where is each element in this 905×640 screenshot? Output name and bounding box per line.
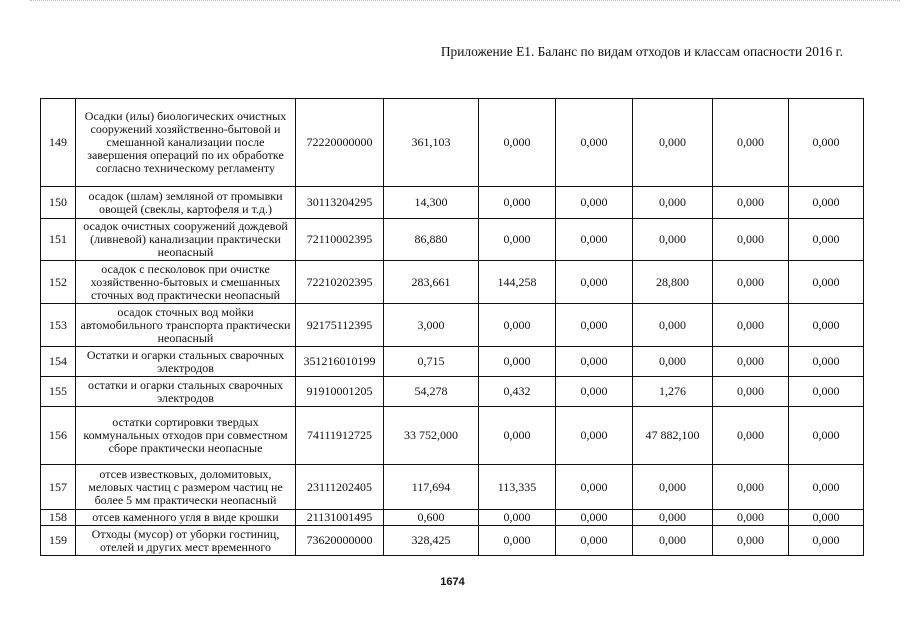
waste-name: осадок очистных сооружений дождевой (ливневой) канализации практически неопасный bbox=[76, 219, 296, 261]
table-row bbox=[41, 510, 864, 526]
document-caption: Приложение Е1. Баланс по видам отходов и классам опасности 2016 г. bbox=[440, 44, 843, 59]
value-cell: 0,000 bbox=[633, 187, 713, 219]
waste-name: отсев каменного угля в виде крошки bbox=[76, 510, 296, 526]
row-number: 156 bbox=[41, 407, 76, 465]
value-cell: 0,000 bbox=[713, 261, 789, 304]
fkko-code: 72220000000 bbox=[296, 99, 384, 187]
waste-name: Остатки и огарки стальных сварочных электродов bbox=[76, 347, 296, 377]
value-cell: 0,000 bbox=[713, 187, 789, 219]
value-cell: 54,278 bbox=[384, 377, 479, 407]
row-number: 153 bbox=[41, 304, 76, 347]
value-cell: 0,000 bbox=[556, 526, 633, 556]
fkko-code: 73620000000 bbox=[296, 526, 384, 556]
value-cell: 0,000 bbox=[479, 219, 556, 261]
value-cell: 3,000 bbox=[384, 304, 479, 347]
value-cell: 0,000 bbox=[789, 187, 864, 219]
fkko-code: 91910001205 bbox=[296, 377, 384, 407]
value-cell: 0,000 bbox=[556, 407, 633, 465]
value-cell: 144,258 bbox=[479, 261, 556, 304]
value-cell: 0,000 bbox=[556, 465, 633, 510]
value-cell: 328,425 bbox=[384, 526, 479, 556]
value-cell: 0,000 bbox=[556, 377, 633, 407]
waste-name: остатки сортировки твердых коммунальных отходов при совместном сборе практически неопасные bbox=[76, 407, 296, 465]
value-cell: 0,000 bbox=[713, 510, 789, 526]
value-cell: 0,000 bbox=[789, 347, 864, 377]
value-cell: 0,000 bbox=[713, 304, 789, 347]
row-number: 150 bbox=[41, 187, 76, 219]
value-cell: 0,000 bbox=[789, 526, 864, 556]
value-cell: 0,000 bbox=[479, 407, 556, 465]
table-row bbox=[41, 219, 864, 261]
waste-name: отсев известковых, доломитовых, меловых частиц с размером частиц не более 5 мм практически неопасный bbox=[76, 465, 296, 510]
value-cell: 0,600 bbox=[384, 510, 479, 526]
value-cell: 0,000 bbox=[789, 407, 864, 465]
scan-artifact-line bbox=[30, 0, 900, 7]
value-cell: 0,000 bbox=[713, 99, 789, 187]
value-cell: 0,000 bbox=[556, 261, 633, 304]
value-cell: 0,000 bbox=[789, 465, 864, 510]
value-cell: 0,000 bbox=[713, 347, 789, 377]
fkko-code: 72110002395 bbox=[296, 219, 384, 261]
value-cell: 0,000 bbox=[633, 304, 713, 347]
table-row bbox=[41, 261, 864, 304]
value-cell: 0,000 bbox=[479, 304, 556, 347]
value-cell: 0,000 bbox=[789, 377, 864, 407]
table-row bbox=[41, 377, 864, 407]
fkko-code: 74111912725 bbox=[296, 407, 384, 465]
row-number: 154 bbox=[41, 347, 76, 377]
row-number: 149 bbox=[41, 99, 76, 187]
value-cell: 0,000 bbox=[556, 219, 633, 261]
value-cell: 0,000 bbox=[713, 526, 789, 556]
value-cell: 0,000 bbox=[789, 304, 864, 347]
value-cell: 0,000 bbox=[479, 510, 556, 526]
row-number: 159 bbox=[41, 526, 76, 556]
row-number: 155 bbox=[41, 377, 76, 407]
waste-name: осадок сточных вод мойки автомобильного транспорта практически неопасный bbox=[76, 304, 296, 347]
value-cell: 283,661 bbox=[384, 261, 479, 304]
value-cell: 14,300 bbox=[384, 187, 479, 219]
table-row bbox=[41, 187, 864, 219]
value-cell: 33 752,000 bbox=[384, 407, 479, 465]
page-number: 1674 bbox=[440, 576, 465, 588]
value-cell: 1,276 bbox=[633, 377, 713, 407]
value-cell: 0,000 bbox=[479, 526, 556, 556]
value-cell: 0,000 bbox=[713, 377, 789, 407]
value-cell: 0,000 bbox=[633, 219, 713, 261]
value-cell: 0,000 bbox=[556, 187, 633, 219]
fkko-code: 72210202395 bbox=[296, 261, 384, 304]
value-cell: 0,715 bbox=[384, 347, 479, 377]
table-row bbox=[41, 304, 864, 347]
row-number: 151 bbox=[41, 219, 76, 261]
value-cell: 0,000 bbox=[789, 219, 864, 261]
fkko-code: 30113204295 bbox=[296, 187, 384, 219]
value-cell: 0,000 bbox=[479, 187, 556, 219]
value-cell: 47 882,100 bbox=[633, 407, 713, 465]
waste-name: осадок (шлам) земляной от промывки овощей (свеклы, картофеля и т.д.) bbox=[76, 187, 296, 219]
table-row bbox=[41, 99, 864, 187]
table-row bbox=[41, 526, 864, 556]
table-row bbox=[41, 347, 864, 377]
table-row bbox=[41, 407, 864, 465]
value-cell: 28,800 bbox=[633, 261, 713, 304]
value-cell: 0,000 bbox=[633, 347, 713, 377]
waste-name: остатки и огарки стальных сварочных электродов bbox=[76, 377, 296, 407]
value-cell: 0,000 bbox=[633, 99, 713, 187]
value-cell: 0,000 bbox=[556, 347, 633, 377]
waste-balance-table bbox=[40, 98, 864, 556]
value-cell: 0,000 bbox=[789, 510, 864, 526]
value-cell: 0,000 bbox=[713, 219, 789, 261]
row-number: 152 bbox=[41, 261, 76, 304]
row-number: 157 bbox=[41, 465, 76, 510]
value-cell: 0,000 bbox=[713, 407, 789, 465]
value-cell: 0,000 bbox=[633, 510, 713, 526]
value-cell: 0,000 bbox=[556, 99, 633, 187]
value-cell: 86,880 bbox=[384, 219, 479, 261]
value-cell: 117,694 bbox=[384, 465, 479, 510]
fkko-code: 351216010199 bbox=[296, 347, 384, 377]
value-cell: 0,000 bbox=[479, 99, 556, 187]
waste-name: осадок с песколовок при очистке хозяйственно-бытовых и смешанных сточных вод практически неопасный bbox=[76, 261, 296, 304]
waste-name: Осадки (илы) биологических очистных сооружений хозяйственно-бытовой и смешанной канализации после завершения операций по их обработке согласно техническому регламенту bbox=[76, 99, 296, 187]
value-cell: 0,000 bbox=[789, 99, 864, 187]
table-row bbox=[41, 465, 864, 510]
value-cell: 0,432 bbox=[479, 377, 556, 407]
fkko-code: 23111202405 bbox=[296, 465, 384, 510]
value-cell: 0,000 bbox=[479, 347, 556, 377]
value-cell: 361,103 bbox=[384, 99, 479, 187]
value-cell: 0,000 bbox=[633, 526, 713, 556]
value-cell: 0,000 bbox=[556, 304, 633, 347]
value-cell: 0,000 bbox=[713, 465, 789, 510]
waste-name: Отходы (мусор) от уборки гостиниц, отелей и других мест временного bbox=[76, 526, 296, 556]
fkko-code: 92175112395 bbox=[296, 304, 384, 347]
row-number: 158 bbox=[41, 510, 76, 526]
value-cell: 0,000 bbox=[556, 510, 633, 526]
value-cell: 0,000 bbox=[789, 261, 864, 304]
value-cell: 113,335 bbox=[479, 465, 556, 510]
fkko-code: 21131001495 bbox=[296, 510, 384, 526]
value-cell: 0,000 bbox=[633, 465, 713, 510]
